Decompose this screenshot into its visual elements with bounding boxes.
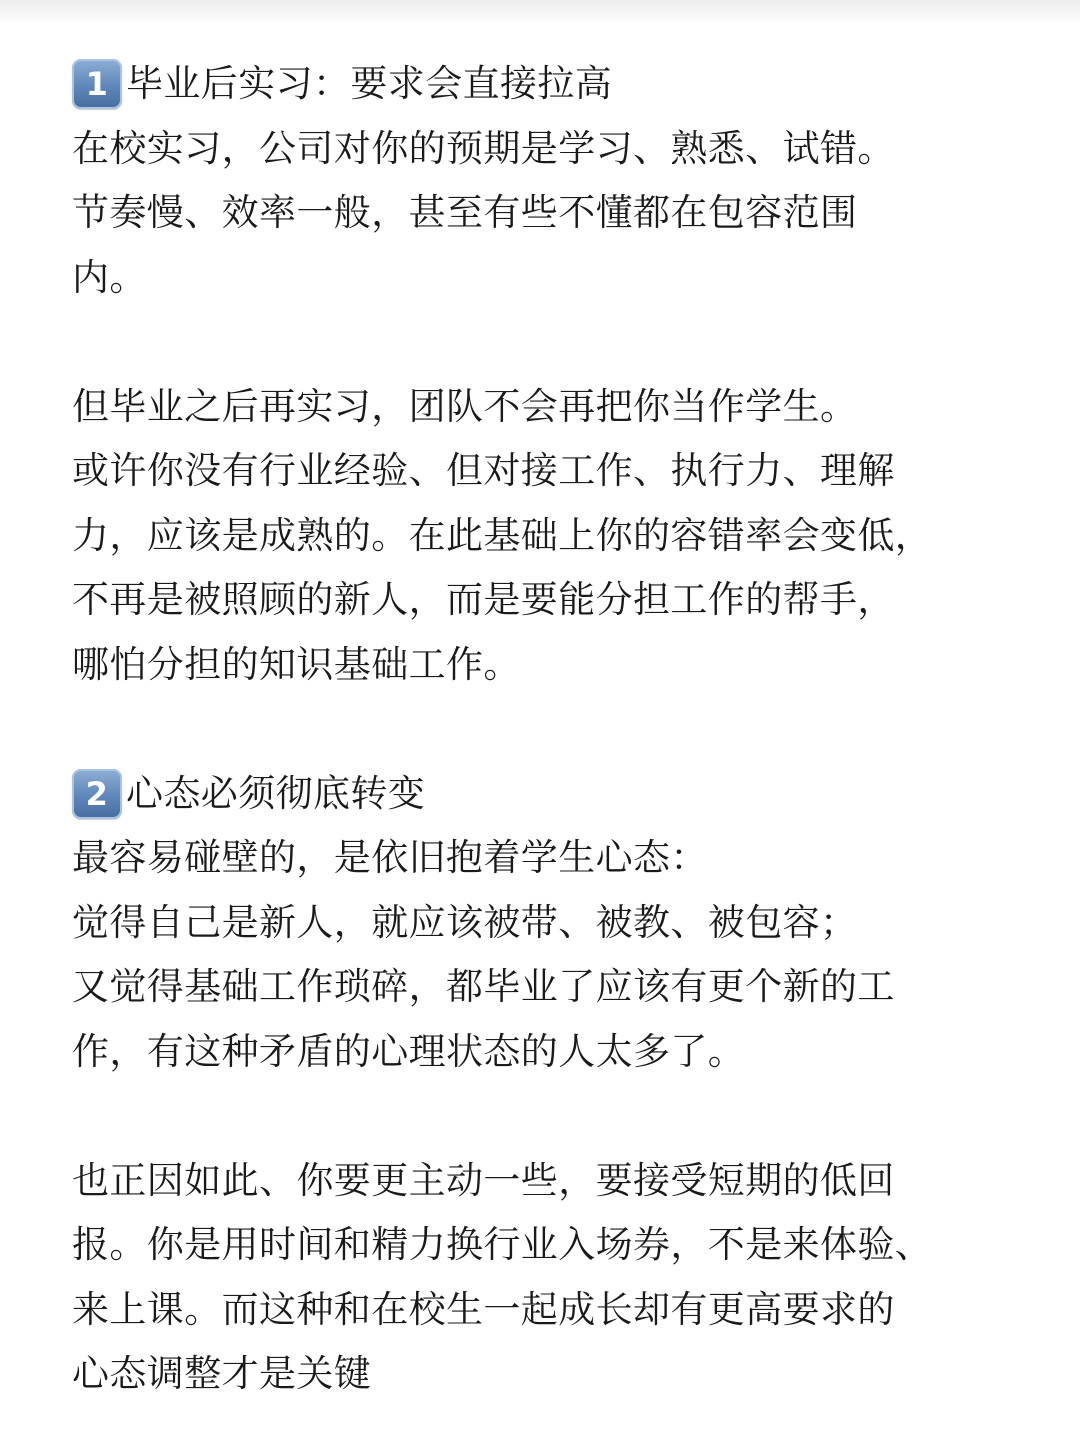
text-line: 作，有这种矛盾的心理状态的人太多了。 [72,1029,746,1073]
text-line: 在校实习，公司对你的预期是学习、熟悉、试错。 [72,126,895,170]
text-line: 但毕业之后再实习，团队不会再把你当作学生。 [72,384,858,428]
keycap-number-1-icon: 1 [72,59,122,109]
top-shadow [0,0,1080,26]
text-line: 又觉得基础工作琐碎，都毕业了应该有更个新的工 [72,965,895,1008]
section-1-title: 毕业后实习：要求会直接拉高 [126,62,613,105]
section-1-paragraph-2 [72,375,1032,698]
section-2-heading [72,762,1032,827]
text-line: 不再是被照顾的新人，而是要能分担工作的帮手， [72,578,895,621]
section-2-title: 心态必须彻底转变 [126,771,426,815]
paragraph-gap [72,310,1032,375]
text-line: 心态调整才是关键 [72,1352,372,1395]
text-line: 也正因如此、你要更主动一些，要接受短期的低回 [72,1158,895,1202]
text-line: 力，应该是成熟的。在此基础上你的容错率会变低， [72,513,933,557]
text-line: 节奏慢、效率一般，甚至有些不懂都在包容范围 [72,191,858,234]
section-2-paragraph-1 [72,826,1032,1084]
keycap-number-2-icon: 2 [72,769,122,819]
section-1-heading [72,52,1032,117]
section-2-paragraph-2 [72,1149,1032,1407]
text-line: 报。你是用时间和精力换行业入场券，不是来体验、 [72,1223,933,1266]
text-line: 哪怕分担的知识基础工作。 [72,642,521,686]
paragraph-gap [72,1084,1032,1149]
text-line: 觉得自己是新人，就应该被带、被教、被包容； [72,900,858,944]
article-body [72,52,1032,1407]
text-line: 最容易碰壁的，是依旧抱着学生心态： [72,836,708,879]
paragraph-gap [72,697,1032,762]
text-line: 来上课。而这种和在校生一起成长却有更高要求的 [72,1287,895,1331]
text-line: 或许你没有行业经验、但对接工作、执行力、理解 [72,449,895,492]
section-1-paragraph-1 [72,117,1032,311]
text-line: 内。 [72,255,147,299]
